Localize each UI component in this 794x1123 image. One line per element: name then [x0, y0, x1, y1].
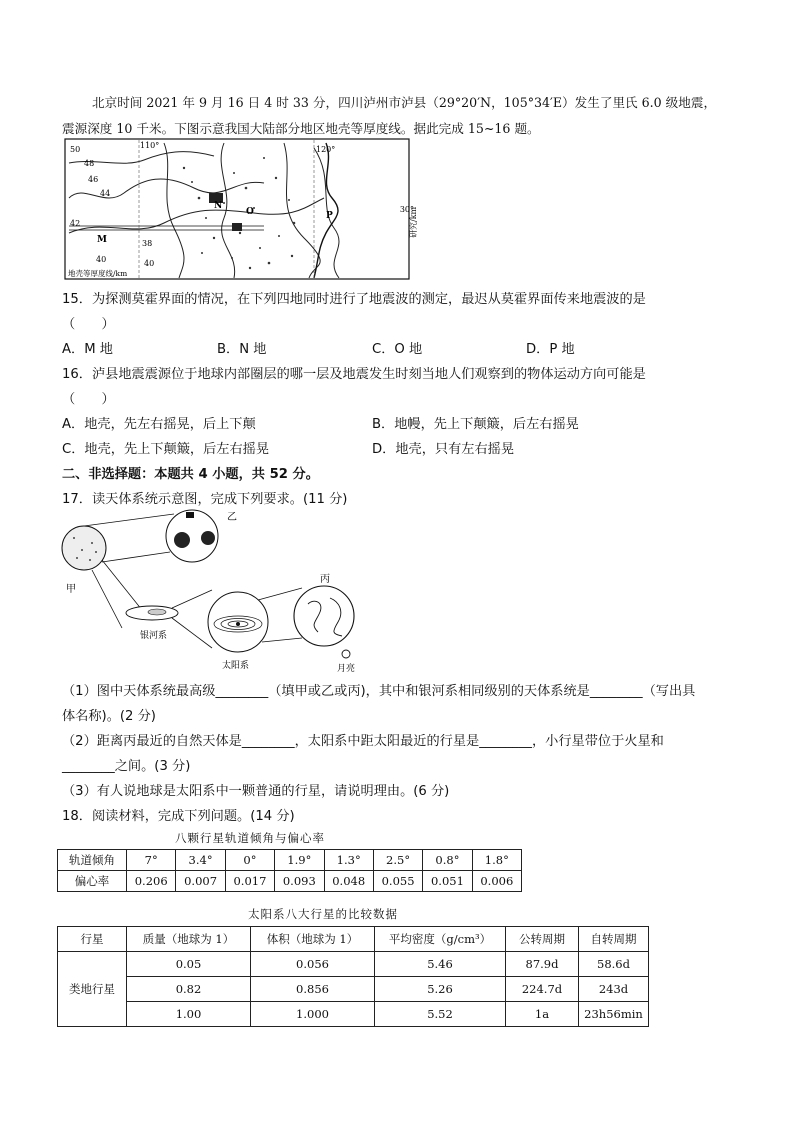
table-cell: 5.46	[375, 952, 506, 977]
map-side-label: 研究/km	[409, 206, 418, 238]
table-header: 平均密度（g/cm³）	[375, 927, 506, 952]
table-cell: 0.048	[324, 871, 373, 892]
table-cell: 偏心率	[58, 871, 127, 892]
table-cell: 0.007	[176, 871, 225, 892]
table-cell: 1.8°	[472, 850, 521, 871]
table-row	[58, 850, 522, 871]
table-cell: 0°	[225, 850, 274, 871]
map-label-30: 30°	[399, 205, 414, 214]
table-cell: 1a	[506, 1002, 579, 1027]
table-header: 公转周期	[506, 927, 579, 952]
table-cell: 87.9d	[506, 952, 579, 977]
table-cell: 5.26	[375, 977, 506, 1002]
label-bing: 丙	[320, 574, 330, 585]
table-cell: 7°	[127, 850, 176, 871]
table1-caption: 八颗行星轨道倾角与偏心率	[175, 831, 325, 845]
map-label-48: 48	[84, 159, 95, 168]
q16-option-b: B．地幔，先上下颠簸，后左右摇晃	[372, 417, 579, 432]
table-cell: 0.051	[423, 871, 472, 892]
table-cell: 0.8°	[423, 850, 472, 871]
table-cell: 1.9°	[275, 850, 324, 871]
q17-sub1-line2: 体名称)。(2 分)	[62, 709, 156, 724]
q16-option-a: A．地壳，先左右摇晃，后上下颠	[62, 417, 256, 432]
map-label-40b: 40	[96, 255, 107, 264]
q16-option-c: C．地壳，先上下颠簸，后左右摇晃	[62, 442, 270, 457]
q18-stem: 18．阅读材料，完成下列问题。(14 分)	[62, 809, 295, 824]
table-cell: 224.7d	[506, 977, 579, 1002]
table-cell: 58.6d	[579, 952, 649, 977]
intro-line-2: 震源深度 10 千米。下图示意我国大陆部分地区地壳等厚度线。据此完成 15~16 题。	[62, 121, 540, 136]
table-row	[58, 1002, 649, 1027]
table-cell: 1.3°	[324, 850, 373, 871]
table-cell: 3.4°	[176, 850, 225, 871]
q15-option-d: D．P 地	[526, 342, 575, 357]
map-label-44: 44	[100, 189, 111, 198]
table2-caption: 太阳系八大行星的比较数据	[248, 907, 398, 921]
q17-sub2-line2: ________之间。(3 分)	[62, 759, 191, 774]
table-header: 自转周期	[579, 927, 649, 952]
map-label-50: 50	[70, 145, 81, 154]
intro-line-1: 北京时间 2021 年 9 月 16 日 4 时 33 分，四川泸州市泸县（29°20′N，105°34′E）发生了里氏 6.0 级地震，	[92, 95, 717, 110]
section-2-heading: 二、非选择题：本题共 4 小题，共 52 分。	[62, 467, 319, 482]
celestial-system-figure	[62, 508, 362, 676]
table-cell: 1.00	[127, 1002, 251, 1027]
map-label-38: 38	[142, 239, 153, 248]
table-cell: 1.000	[251, 1002, 375, 1027]
table-cell: 243d	[579, 977, 649, 1002]
label-moon: 月亮	[337, 664, 356, 674]
table-cell: 轨道倾角	[58, 850, 127, 871]
map-legend: 地壳等厚度线/km	[68, 269, 128, 278]
q15-stem: 15．为探测莫霍界面的情况，在下列四地同时进行了地震波的测定，最迟从莫霍界面传来地震波的是	[62, 292, 646, 307]
table-cell: 0.093	[275, 871, 324, 892]
map-label-42: 42	[70, 219, 81, 228]
table-header: 质量（地球为 1）	[127, 927, 251, 952]
map-label-120: 120°	[316, 145, 336, 154]
map-label-46: 46	[88, 175, 99, 184]
q17-sub2-line1: （2）距离丙最近的自然天体是________，太阳系中距太阳最近的行星是________，小行星带位于火星和	[62, 734, 664, 749]
table-cell: 0.856	[251, 977, 375, 1002]
table-cell: 0.017	[225, 871, 274, 892]
table-cell: 0.206	[127, 871, 176, 892]
planet-comparison-table	[57, 926, 649, 1027]
q16-option-d: D．地壳，只有左右摇晃	[372, 442, 515, 457]
q15-option-b: B．N 地	[217, 342, 267, 357]
table-row	[58, 952, 649, 977]
label-galaxy: 银河系	[140, 631, 168, 641]
table-cell: 0.05	[127, 952, 251, 977]
q16-paren: （ ）	[62, 392, 115, 407]
table-row	[58, 871, 522, 892]
table-row	[58, 977, 649, 1002]
table-cell: 0.055	[373, 871, 422, 892]
map-point-n: N	[214, 201, 223, 211]
table-header-row	[58, 927, 649, 952]
q15-option-c: C．O 地	[372, 342, 423, 357]
table-group-cell: 类地行星	[58, 952, 127, 1027]
table-cell: 0.056	[251, 952, 375, 977]
q16-stem: 16．泸县地震震源位于地球内部圈层的哪一层及地震发生时刻当地人们观察到的物体运动方向可能是	[62, 367, 646, 382]
map-point-o: O	[246, 207, 254, 217]
table-cell: 0.006	[472, 871, 521, 892]
table-cell: 5.52	[375, 1002, 506, 1027]
q17-sub1-line1: （1）图中天体系统最高级________（填甲或乙或丙)，其中和银河系相同级别的天体系统是________（写出具	[62, 684, 696, 699]
table-cell: 2.5°	[373, 850, 422, 871]
orbit-table	[57, 849, 522, 892]
table-cell: 23h56min	[579, 1002, 649, 1027]
map-label-40: 40	[144, 259, 155, 268]
map-point-m: M	[97, 235, 107, 245]
label-yi: 乙	[227, 512, 237, 523]
label-jia: 甲	[66, 584, 76, 595]
table-header: 行星	[58, 927, 127, 952]
q15-paren: （ ）	[62, 317, 115, 332]
table-cell: 0.82	[127, 977, 251, 1002]
label-solar-system: 太阳系	[222, 661, 250, 671]
map-point-p: P	[326, 211, 333, 221]
table-header: 体积（地球为 1）	[251, 927, 375, 952]
map-label-110: 110°	[140, 141, 160, 150]
q17-sub3: （3）有人说地球是太阳系中一颗普通的行星，请说明理由。(6 分)	[62, 784, 450, 799]
q17-stem: 17．读天体系统示意图，完成下列要求。(11 分)	[62, 492, 348, 507]
q15-option-a: A．M 地	[62, 342, 113, 357]
